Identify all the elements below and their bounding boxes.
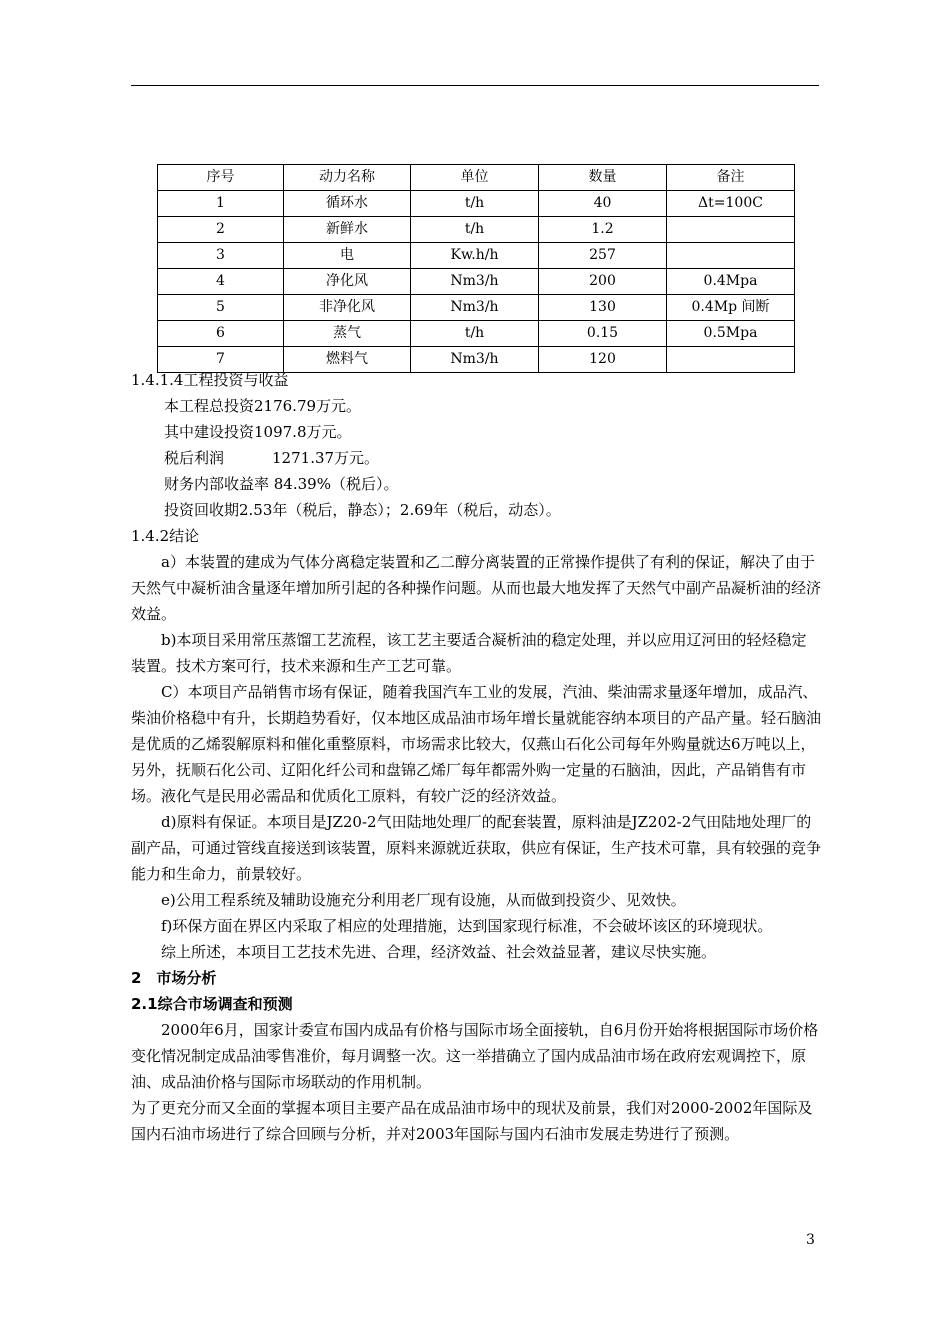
table-row [158, 243, 795, 269]
cell-unit: Kw.h/h [411, 243, 539, 269]
cell-seq: 1 [158, 191, 284, 217]
market-paragraph-1: 2000年6月，国家计委宣布国内成品有价格与国际市场全面接轨，自6月份开始将根据国际市场价格变化情况制定成品油零售准价，每月调整一次。这一举措确立了国内成品油市场在政府宏观调控下，原油、成品油价格与国际市场联动的作用机制。 [131, 1021, 819, 1091]
cell-remark: 0.4Mp 间断 [667, 295, 795, 321]
section-heading-142: 1.4.2结论 [131, 527, 200, 545]
table-row [158, 217, 795, 243]
payback-period: 投资回收期2.53年（税后，静态）；2.69年（税后，动态）。 [164, 501, 561, 519]
cell-power-name: 电 [284, 243, 411, 269]
cell-quantity: 40 [539, 191, 667, 217]
cell-remark [667, 243, 795, 269]
document-body [131, 367, 821, 1147]
cell-power-name: 燃料气 [284, 347, 411, 373]
cell-remark: Δt=100C [667, 191, 795, 217]
conclusion-b: b)本项目采用常压蒸馏工艺流程，该工艺主要适合凝析油的稳定处理，并以应用辽河田的轻烃稳定装置。技术方案可行，技术来源和生产工艺可靠。 [131, 631, 807, 675]
cell-quantity: 200 [539, 269, 667, 295]
cell-unit: t/h [411, 191, 539, 217]
table-row [158, 269, 795, 295]
conclusion-d: d)原料有保证。本项目是JZ20-2气田陆地处理厂的配套装置，原料油是JZ202-2气田陆地处理厂的副产品，可通过管线直接送到该装置，原料来源就近获取，供应有保证，生产技术可靠，具有较强的竞争能力和生命力，前景较好。 [131, 813, 822, 883]
cell-quantity: 130 [539, 295, 667, 321]
header-rule [131, 85, 819, 86]
power-consumption-table [157, 164, 795, 373]
header-remark: 备注 [667, 165, 795, 191]
internal-rate-of-return: 财务内部收益率 84.39%（税后）。 [164, 475, 399, 493]
cell-quantity: 0.15 [539, 321, 667, 347]
cell-seq: 6 [158, 321, 284, 347]
cell-remark: 0.4Mpa [667, 269, 795, 295]
cell-unit: t/h [411, 217, 539, 243]
section-heading-2: 2 市场分析 [131, 969, 217, 987]
cell-unit: Nm3/h [411, 295, 539, 321]
table-header-row [158, 165, 795, 191]
cell-remark [667, 217, 795, 243]
table-row [158, 191, 795, 217]
header-unit: 单位 [411, 165, 539, 191]
construction-investment: 其中建设投资1097.8万元。 [164, 423, 352, 441]
conclusion-summary: 综上所述，本项目工艺技术先进、合理，经济效益、社会效益显著，建议尽快实施。 [161, 943, 717, 961]
cell-unit: Nm3/h [411, 347, 539, 373]
header-quantity: 数量 [539, 165, 667, 191]
cell-seq: 2 [158, 217, 284, 243]
header-seq: 序号 [158, 165, 284, 191]
cell-power-name: 循环水 [284, 191, 411, 217]
cell-power-name: 新鲜水 [284, 217, 411, 243]
header-power-name: 动力名称 [284, 165, 411, 191]
profit-label: 税后利润 [164, 449, 225, 467]
cell-seq: 5 [158, 295, 284, 321]
total-investment: 本工程总投资2176.79万元。 [164, 397, 362, 415]
cell-seq: 4 [158, 269, 284, 295]
cell-quantity: 1.2 [539, 217, 667, 243]
table-row [158, 321, 795, 347]
conclusion-c: C）本项目产品销售市场有保证，随着我国汽车工业的发展，汽油、柴油需求量逐年增加，成品汽、柴油价格稳中有升，长期趋势看好，仅本地区成品油市场年增长量就能容纳本项目的产品产量。轻石脑油是优质的乙烯裂解原料和催化重整原料，市场需求比较大，仅燕山石化公司每年外购量就达6万吨以上，另外，抚顺石化公司、辽阳化纤公司和盘锦乙烯厂每年都需外购一定量的石脑油，因此，产品销售有市场。液化气是民用必需品和优质化工原料，有较广泛的经济效益。 [131, 683, 822, 805]
after-tax-profit [131, 445, 821, 471]
cell-remark: 0.5Mpa [667, 321, 795, 347]
profit-value: 1271.37万元。 [272, 449, 380, 467]
cell-power-name: 蒸气 [284, 321, 411, 347]
cell-quantity: 257 [539, 243, 667, 269]
table-row [158, 295, 795, 321]
cell-quantity: 120 [539, 347, 667, 373]
conclusion-e: e)公用工程系统及辅助设施充分利用老厂现有设施，从而做到投资少、见效快。 [161, 891, 686, 909]
page-number: 3 [806, 1232, 815, 1248]
cell-seq: 7 [158, 347, 284, 373]
conclusion-a: a）本装置的建成为气体分离稳定装置和乙二醇分离装置的正常操作提供了有利的保证，解决了由于天然气中凝析油含量逐年增加所引起的各种操作问题。从而也最大地发挥了天然气中副产品凝析油的经济效益。 [131, 553, 822, 623]
market-paragraph-2: 为了更充分而又全面的掌握本项目主要产品在成品油市场中的现状及前景，我们对2000-2002年国际及国内石油市场进行了综合回顾与分析，并对2003年国际与国内石油市发展走势进行了预测。 [131, 1099, 813, 1143]
cell-seq: 3 [158, 243, 284, 269]
cell-power-name: 非净化风 [284, 295, 411, 321]
cell-power-name: 净化风 [284, 269, 411, 295]
conclusion-f: f)环保方面在界区内采取了相应的处理措施，达到国家现行标准，不会破坏该区的环境现状。 [161, 917, 773, 935]
cell-unit: Nm3/h [411, 269, 539, 295]
section-heading-21: 2.1综合市场调查和预测 [131, 995, 293, 1013]
section-heading-1414: 1.4.1.4工程投资与收益 [131, 371, 289, 389]
cell-unit: t/h [411, 321, 539, 347]
